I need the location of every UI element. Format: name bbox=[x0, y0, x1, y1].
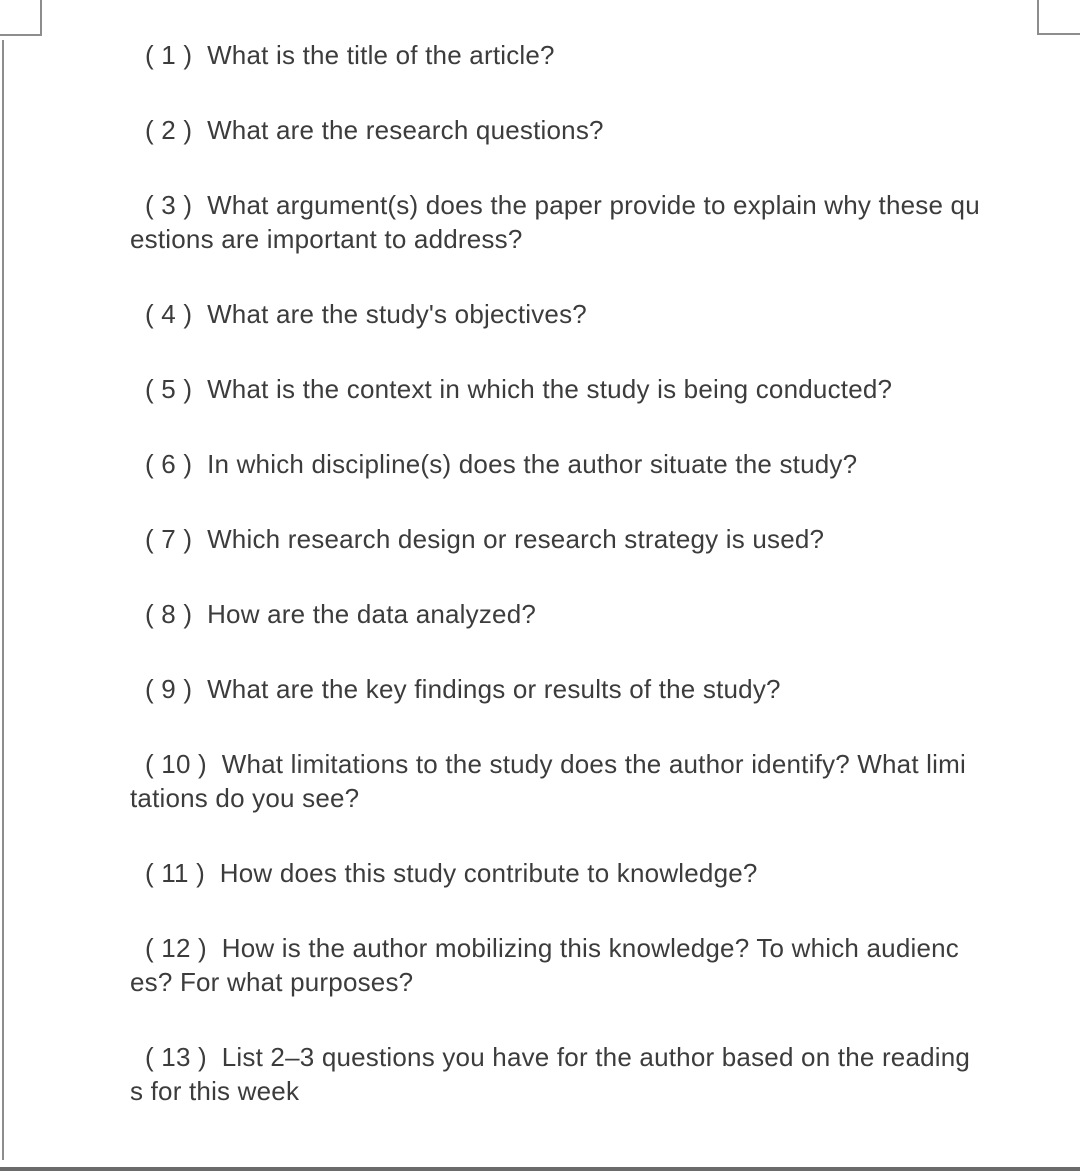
page-edge-line bbox=[2, 40, 4, 1160]
question-text: ( 9 ) What are the key findings or results of the study? bbox=[145, 674, 781, 704]
crop-handle-top-left[interactable] bbox=[0, 0, 42, 36]
question-text: ( 5 ) What is the context in which the study is being conducted? bbox=[145, 374, 893, 404]
question-text-continuation: estions are important to address? bbox=[130, 224, 523, 254]
bottom-bar bbox=[0, 1167, 1080, 1171]
question-text: ( 2 ) What are the research questions? bbox=[145, 115, 604, 145]
question-text: ( 4 ) What are the study's objectives? bbox=[145, 299, 587, 329]
question-item-3 bbox=[130, 188, 1040, 256]
crop-handle-top-right[interactable] bbox=[1037, 0, 1080, 35]
question-item-9 bbox=[130, 672, 1040, 706]
question-item-4 bbox=[130, 297, 1040, 331]
question-text: ( 7 ) Which research design or research strategy is used? bbox=[145, 524, 825, 554]
question-text-continuation: s for this week bbox=[130, 1076, 300, 1106]
question-item-13 bbox=[130, 1040, 1040, 1108]
question-item-10 bbox=[130, 747, 1040, 815]
question-item-1 bbox=[130, 38, 1040, 72]
question-item-11 bbox=[130, 856, 1040, 890]
question-text: ( 8 ) How are the data analyzed? bbox=[145, 599, 537, 629]
question-item-8 bbox=[130, 597, 1040, 631]
question-text-continuation: es? For what purposes? bbox=[130, 967, 414, 997]
question-text: ( 13 ) List 2–3 questions you have for the author based on the reading bbox=[145, 1042, 971, 1072]
question-item-2 bbox=[130, 113, 1040, 147]
question-text-continuation: tations do you see? bbox=[130, 783, 360, 813]
question-text: ( 12 ) How is the author mobilizing this knowledge? To which audienc bbox=[145, 933, 959, 963]
question-text: ( 6 ) In which discipline(s) does the author situate the study? bbox=[145, 449, 858, 479]
question-list bbox=[130, 38, 1040, 1149]
question-text: ( 11 ) How does this study contribute to knowledge? bbox=[145, 858, 758, 888]
question-item-6 bbox=[130, 447, 1040, 481]
question-text: ( 1 ) What is the title of the article? bbox=[145, 40, 555, 70]
question-text: ( 10 ) What limitations to the study does the author identify? What limi bbox=[145, 749, 966, 779]
question-text: ( 3 ) What argument(s) does the paper provide to explain why these qu bbox=[145, 190, 980, 220]
question-item-5 bbox=[130, 372, 1040, 406]
question-item-12 bbox=[130, 931, 1040, 999]
question-item-7 bbox=[130, 522, 1040, 556]
